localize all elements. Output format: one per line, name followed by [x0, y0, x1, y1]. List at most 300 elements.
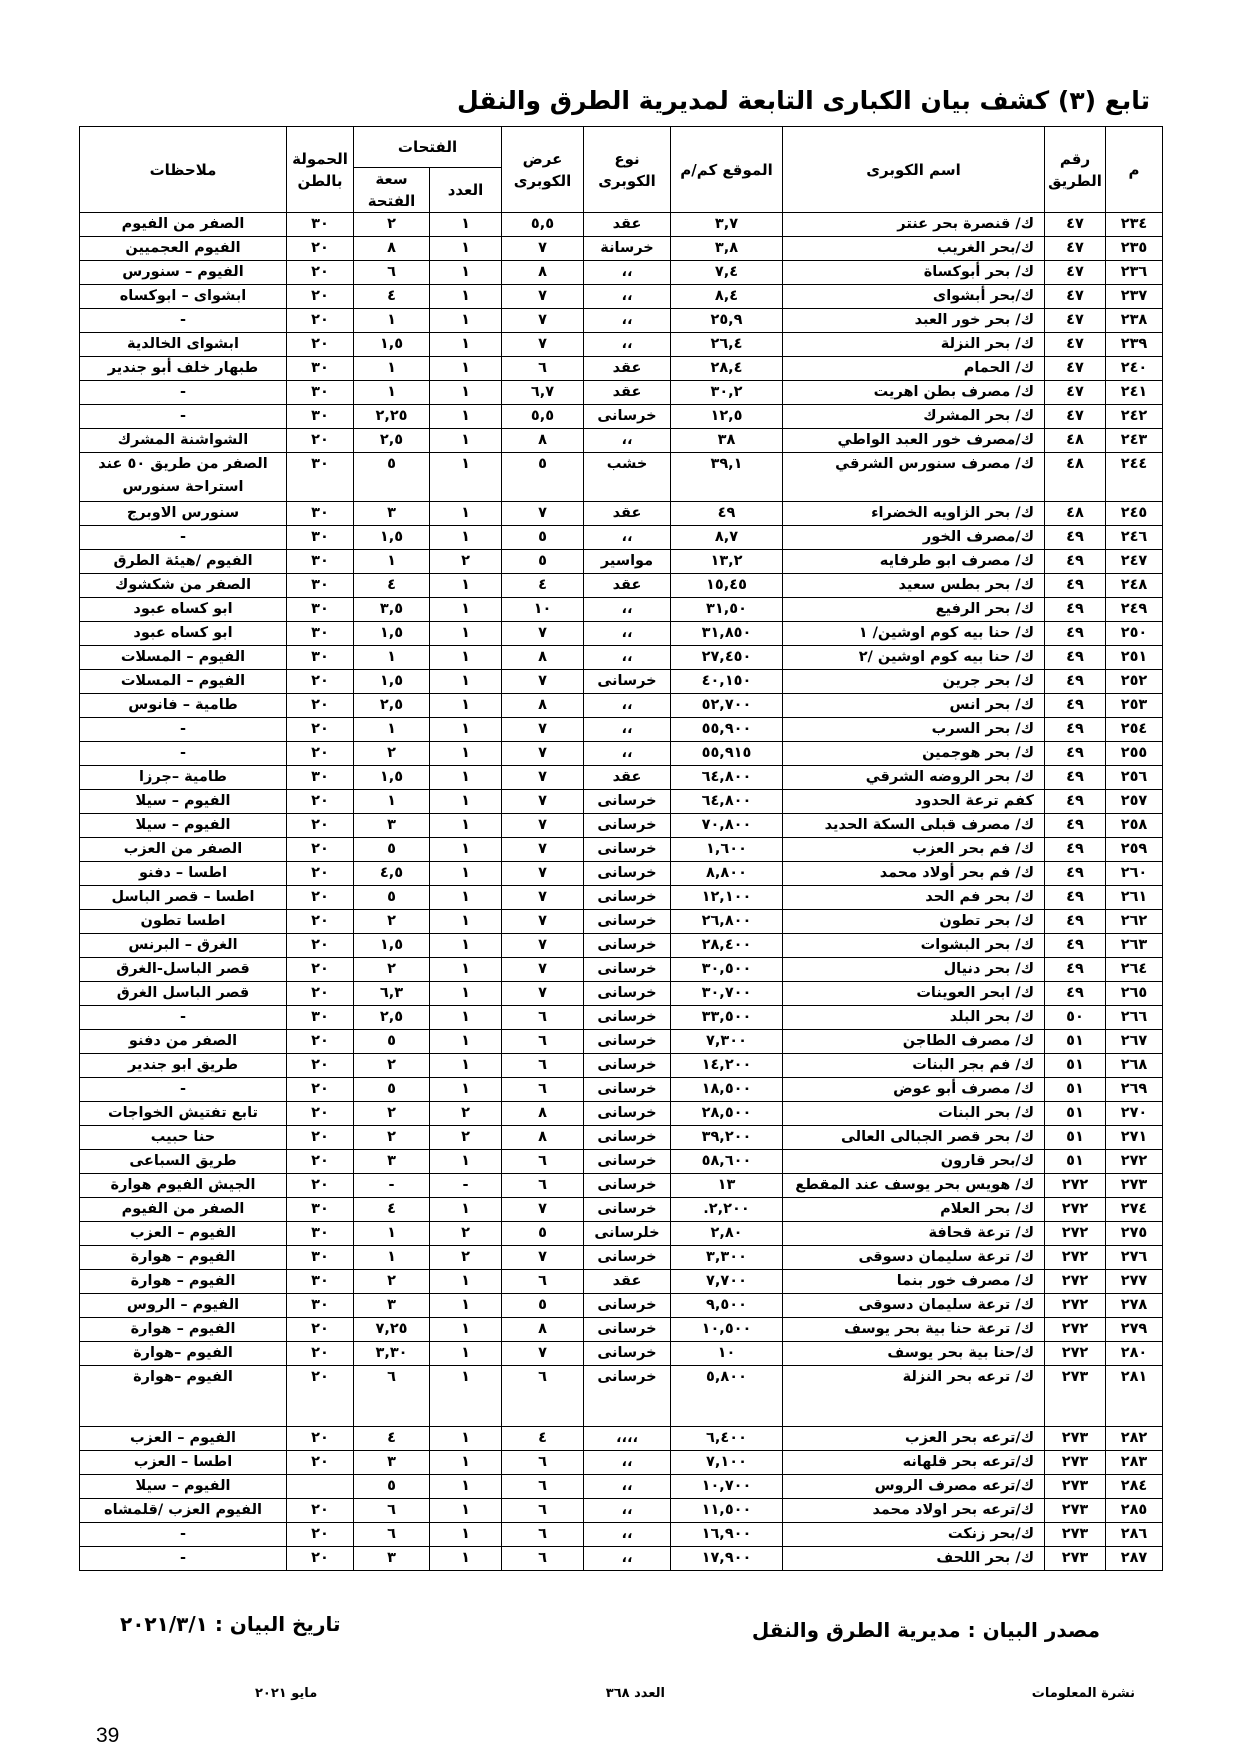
cell-openings-count: ١: [430, 237, 502, 261]
cell-row-number: ٢٥١: [1106, 646, 1163, 670]
cell-notes: طريق ابو جندير: [80, 1054, 287, 1078]
cell-road-number: ٤٩: [1045, 910, 1106, 934]
cell-road-number: ٤٧: [1045, 381, 1106, 405]
cell-load-tons: ٢٠: [287, 1547, 354, 1571]
cell-notes: الصفر من شكشوك: [80, 574, 287, 598]
cell-bridge-name: ك/ بحر الرفيع: [783, 598, 1045, 622]
cell-row-number: ٢٨١: [1106, 1366, 1163, 1427]
cell-notes: الفيوم – سنورس: [80, 261, 287, 285]
cell-location-km: ٣,٧: [671, 213, 783, 237]
cell-load-tons: ٢٠: [287, 1318, 354, 1342]
cell-road-number: ٥١: [1045, 1126, 1106, 1150]
header-bridge-type: نوع الكوبرى: [584, 127, 671, 213]
table-row: [80, 1246, 1163, 1270]
cell-road-number: ٤٩: [1045, 814, 1106, 838]
cell-bridge-name: ك/ بحر الروضه الشرقي: [783, 766, 1045, 790]
cell-opening-capacity: ٦: [354, 261, 430, 285]
cell-bridge-type: عقد: [584, 213, 671, 237]
cell-row-number: ٢٤٣: [1106, 429, 1163, 453]
cell-road-number: ٥١: [1045, 1054, 1106, 1078]
cell-notes: حنا حبيب: [80, 1126, 287, 1150]
cell-notes: اطسا – قصر الباسل: [80, 886, 287, 910]
cell-opening-capacity: ١,٥: [354, 670, 430, 694]
cell-openings-count: ١: [430, 381, 502, 405]
cell-opening-capacity: ٢: [354, 910, 430, 934]
cell-location-km: ١٦,٩٠٠: [671, 1523, 783, 1547]
table-row: [80, 1126, 1163, 1150]
cell-notes: الفيوم – هوارة: [80, 1318, 287, 1342]
table-row: [80, 429, 1163, 453]
cell-location-km: ١٠,٥٠٠: [671, 1318, 783, 1342]
cell-openings-count: ١: [430, 429, 502, 453]
cell-openings-count: ١: [430, 646, 502, 670]
cell-road-number: ٤٩: [1045, 790, 1106, 814]
cell-opening-capacity: ٦,٣: [354, 982, 430, 1006]
cell-notes: الفيوم – سيلا: [80, 814, 287, 838]
table-row: [80, 1342, 1163, 1366]
cell-openings-count: ٢: [430, 1126, 502, 1150]
cell-opening-capacity: ٣: [354, 502, 430, 526]
cell-opening-capacity: ٢: [354, 1054, 430, 1078]
cell-bridge-name: ك/ ترعة سليمان دسوقى: [783, 1294, 1045, 1318]
cell-bridge-name: ك/مصرف خور العبد الواطي: [783, 429, 1045, 453]
cell-road-number: ٤٩: [1045, 646, 1106, 670]
cell-load-tons: ٢٠: [287, 958, 354, 982]
cell-location-km: ٦٤,٨٠٠: [671, 766, 783, 790]
table-row: [80, 1427, 1163, 1451]
cell-bridge-type: خرسانى: [584, 405, 671, 429]
table-row: [80, 1451, 1163, 1475]
cell-bridge-name: ك/ حنا بيه كوم اوشين/ ١: [783, 622, 1045, 646]
cell-notes: الصفر من العزب: [80, 838, 287, 862]
cell-bridge-width: ٥: [502, 526, 584, 550]
cell-road-number: ٢٧٢: [1045, 1342, 1106, 1366]
cell-openings-count: ١: [430, 574, 502, 598]
cell-openings-count: ١: [430, 670, 502, 694]
cell-bridge-name: ك/ هويس بحر يوسف عند المقطع: [783, 1174, 1045, 1198]
cell-bridge-width: ٦: [502, 1078, 584, 1102]
cell-bridge-type: ،،: [584, 1547, 671, 1571]
cell-road-number: ٤٩: [1045, 718, 1106, 742]
cell-load-tons: ٢٠: [287, 838, 354, 862]
cell-notes: طامية –جرزا: [80, 766, 287, 790]
cell-bridge-width: ٧: [502, 934, 584, 958]
cell-load-tons: ٢٠: [287, 1150, 354, 1174]
cell-opening-capacity: ١: [354, 550, 430, 574]
cell-bridge-width: ٤: [502, 574, 584, 598]
cell-road-number: ٢٧٣: [1045, 1475, 1106, 1499]
table-row: [80, 742, 1163, 766]
cell-bridge-name: ك/بحر زنكت: [783, 1523, 1045, 1547]
cell-bridge-width: ٦: [502, 1523, 584, 1547]
cell-openings-count: ١: [430, 1006, 502, 1030]
cell-notes: -: [80, 381, 287, 405]
cell-road-number: ٤٩: [1045, 670, 1106, 694]
cell-row-number: ٢٤٥: [1106, 502, 1163, 526]
cell-bridge-name: ك/ بحر أبوكساة: [783, 261, 1045, 285]
cell-location-km: ٨,٤: [671, 285, 783, 309]
cell-bridge-type: ،،: [584, 1523, 671, 1547]
cell-bridge-name: ك/ بحر البلد: [783, 1006, 1045, 1030]
cell-row-number: ٢٨٤: [1106, 1475, 1163, 1499]
cell-row-number: ٢٦٨: [1106, 1054, 1163, 1078]
cell-notes: الجيش الفيوم هوارة: [80, 1174, 287, 1198]
cell-road-number: ٤٧: [1045, 261, 1106, 285]
cell-road-number: ٤٩: [1045, 862, 1106, 886]
cell-opening-capacity: ١,٥: [354, 526, 430, 550]
cell-openings-count: ١: [430, 1499, 502, 1523]
cell-road-number: ٤٩: [1045, 838, 1106, 862]
cell-load-tons: ٢٠: [287, 982, 354, 1006]
cell-road-number: ٢٧٢: [1045, 1270, 1106, 1294]
cell-notes: الفيوم العجميين: [80, 237, 287, 261]
cell-road-number: ٤٩: [1045, 550, 1106, 574]
cell-row-number: ٢٦٧: [1106, 1030, 1163, 1054]
cell-road-number: ٢٧٢: [1045, 1222, 1106, 1246]
cell-road-number: ٥١: [1045, 1078, 1106, 1102]
cell-location-km: ١,٦٠٠: [671, 838, 783, 862]
cell-location-km: ١٨,٥٠٠: [671, 1078, 783, 1102]
cell-bridge-type: خرسانى: [584, 1030, 671, 1054]
cell-row-number: ٢٧٤: [1106, 1198, 1163, 1222]
cell-load-tons: ٢٠: [287, 910, 354, 934]
cell-load-tons: ٣٠: [287, 574, 354, 598]
cell-opening-capacity: ٢: [354, 1270, 430, 1294]
cell-row-number: ٢٥٣: [1106, 694, 1163, 718]
cell-bridge-type: ،،: [584, 285, 671, 309]
cell-bridge-width: ٥: [502, 1222, 584, 1246]
cell-bridge-width: ٦: [502, 1547, 584, 1571]
cell-bridge-type: خرسانى: [584, 1342, 671, 1366]
cell-bridge-name: ك/ترعه مصرف الروس: [783, 1475, 1045, 1499]
cell-row-number: ٢٤٠: [1106, 357, 1163, 381]
cell-bridge-name: ك/ بحر دنيال: [783, 958, 1045, 982]
cell-openings-count: ١: [430, 838, 502, 862]
cell-row-number: ٢٦٣: [1106, 934, 1163, 958]
cell-bridge-type: خلرسانى: [584, 1222, 671, 1246]
cell-load-tons: ٣٠: [287, 357, 354, 381]
cell-road-number: ٤٩: [1045, 934, 1106, 958]
cell-bridge-name: كفم ترعة الحدود: [783, 790, 1045, 814]
cell-opening-capacity: ١: [354, 718, 430, 742]
cell-row-number: ٢٤١: [1106, 381, 1163, 405]
cell-load-tons: ٣٠: [287, 598, 354, 622]
cell-openings-count: ١: [430, 1270, 502, 1294]
table-row: [80, 453, 1163, 502]
cell-bridge-name: ك/ بحر النزلة: [783, 333, 1045, 357]
cell-opening-capacity: ١,٥: [354, 622, 430, 646]
cell-bridge-width: ٧: [502, 502, 584, 526]
cell-opening-capacity: ٧,٢٥: [354, 1318, 430, 1342]
bulletin-name: نشرة المعلومات: [1031, 1686, 1135, 1701]
cell-road-number: ٢٧٣: [1045, 1451, 1106, 1475]
cell-road-number: ٤٨: [1045, 502, 1106, 526]
cell-row-number: ٢٥٠: [1106, 622, 1163, 646]
cell-notes: الفيوم – سيلا: [80, 1475, 287, 1499]
table-row: [80, 526, 1163, 550]
cell-opening-capacity: ٢,٥: [354, 1006, 430, 1030]
table-row: [80, 333, 1163, 357]
cell-location-km: ١٠: [671, 1342, 783, 1366]
cell-bridge-width: ٦,٧: [502, 381, 584, 405]
cell-opening-capacity: ١,٥: [354, 333, 430, 357]
table-row: [80, 1198, 1163, 1222]
table-row: [80, 1270, 1163, 1294]
cell-opening-capacity: ٤: [354, 1198, 430, 1222]
cell-opening-capacity: ٤: [354, 574, 430, 598]
cell-bridge-type: عقد: [584, 502, 671, 526]
cell-location-km: ٣٣,٥٠٠: [671, 1006, 783, 1030]
cell-bridge-type: ،،: [584, 261, 671, 285]
cell-opening-capacity: ٦: [354, 1366, 430, 1427]
cell-notes: -: [80, 742, 287, 766]
cell-location-km: ٣١,٨٥٠: [671, 622, 783, 646]
cell-openings-count: ١: [430, 910, 502, 934]
cell-openings-count: ١: [430, 982, 502, 1006]
cell-bridge-type: خرسانى: [584, 862, 671, 886]
cell-location-km: ٧,١٠٠: [671, 1451, 783, 1475]
cell-row-number: ٢٦٤: [1106, 958, 1163, 982]
cell-load-tons: ٢٠: [287, 1342, 354, 1366]
cell-location-km: ٣١,٥٠: [671, 598, 783, 622]
cell-location-km: ٧,٣٠٠: [671, 1030, 783, 1054]
issue-month: مايو ٢٠٢١: [255, 1686, 318, 1701]
cell-row-number: ٢٤٢: [1106, 405, 1163, 429]
cell-openings-count: ١: [430, 1318, 502, 1342]
cell-notes: الشواشنة المشرك: [80, 429, 287, 453]
cell-row-number: ٢٥٩: [1106, 838, 1163, 862]
cell-location-km: ٥٥,٩١٥: [671, 742, 783, 766]
cell-load-tons: ٢٠: [287, 1102, 354, 1126]
cell-bridge-type: خرسانى: [584, 1150, 671, 1174]
cell-row-number: ٢٦٩: [1106, 1078, 1163, 1102]
cell-location-km: ٣,٨: [671, 237, 783, 261]
cell-notes: الفيوم /هيئة الطرق: [80, 550, 287, 574]
table-row: [80, 1054, 1163, 1078]
cell-road-number: ٤٩: [1045, 622, 1106, 646]
cell-load-tons: ٣٠: [287, 381, 354, 405]
cell-bridge-type: خرسانى: [584, 1126, 671, 1150]
cell-bridge-width: ٨: [502, 1102, 584, 1126]
cell-openings-count: ١: [430, 333, 502, 357]
cell-opening-capacity: ٣,٣٠: [354, 1342, 430, 1366]
cell-row-number: ٢٣٥: [1106, 237, 1163, 261]
cell-location-km: ٢٧,٤٥٠: [671, 646, 783, 670]
cell-location-km: ٢,٢٠٠.: [671, 1198, 783, 1222]
cell-bridge-width: ٧: [502, 958, 584, 982]
bridges-table-wrapper: [79, 126, 1162, 1571]
cell-bridge-width: ٦: [502, 1054, 584, 1078]
cell-road-number: ٤٩: [1045, 886, 1106, 910]
cell-bridge-type: خرسانى: [584, 1318, 671, 1342]
cell-bridge-width: ٧: [502, 1198, 584, 1222]
cell-road-number: ٤٨: [1045, 453, 1106, 502]
cell-road-number: ٢٧٣: [1045, 1499, 1106, 1523]
table-row: [80, 285, 1163, 309]
cell-bridge-type: خرسانى: [584, 670, 671, 694]
cell-road-number: ٢٧٢: [1045, 1246, 1106, 1270]
cell-road-number: ٥١: [1045, 1102, 1106, 1126]
cell-openings-count: ١: [430, 1150, 502, 1174]
cell-bridge-width: ٦: [502, 1270, 584, 1294]
cell-bridge-width: ٧: [502, 718, 584, 742]
cell-road-number: ٤٧: [1045, 213, 1106, 237]
cell-openings-count: ١: [430, 934, 502, 958]
cell-notes: الفيوم – هوارة: [80, 1246, 287, 1270]
page-title: تابع (٣) كشف بيان الكبارى التابعة لمديرية الطرق والنقل: [457, 86, 1150, 115]
cell-openings-count: ١: [430, 790, 502, 814]
cell-bridge-width: ٦: [502, 1030, 584, 1054]
table-body: [80, 213, 1163, 1571]
cell-bridge-width: ٧: [502, 309, 584, 333]
cell-location-km: ١٢,١٠٠: [671, 886, 783, 910]
cell-bridge-width: ٨: [502, 261, 584, 285]
cell-openings-count: ١: [430, 213, 502, 237]
cell-row-number: ٢٥٤: [1106, 718, 1163, 742]
cell-notes: الغرق – البرنس: [80, 934, 287, 958]
cell-location-km: ٣٠,٧٠٠: [671, 982, 783, 1006]
cell-openings-count: ٢: [430, 1102, 502, 1126]
cell-bridge-name: ك/ قنصرة بحر عنتر: [783, 213, 1045, 237]
cell-opening-capacity: ٢,٢٥: [354, 405, 430, 429]
cell-notes: قصر الباسل الغرق: [80, 982, 287, 1006]
cell-openings-count: ١: [430, 766, 502, 790]
cell-load-tons: ٢٠: [287, 333, 354, 357]
cell-load-tons: ٢٠: [287, 1174, 354, 1198]
cell-bridge-name: ك/ترعه بحر قلهانه: [783, 1451, 1045, 1475]
cell-opening-capacity: ١: [354, 309, 430, 333]
date-note: تاريخ البيان : ٢٠٢١/٣/١: [120, 1612, 341, 1636]
cell-openings-count: ٢: [430, 1222, 502, 1246]
cell-opening-capacity: ٥: [354, 886, 430, 910]
cell-bridge-type: خرسانى: [584, 1054, 671, 1078]
cell-notes: طريق السباعى: [80, 1150, 287, 1174]
cell-load-tons: ٢٠: [287, 742, 354, 766]
cell-bridge-width: ٤: [502, 1427, 584, 1451]
cell-bridge-type: ،،: [584, 742, 671, 766]
table-row: [80, 670, 1163, 694]
cell-road-number: ٤٩: [1045, 958, 1106, 982]
cell-load-tons: ٢٠: [287, 285, 354, 309]
cell-location-km: ٣٩,١: [671, 453, 783, 502]
header-m: م: [1106, 127, 1163, 213]
cell-bridge-name: ك/ بحر هوجمين: [783, 742, 1045, 766]
table-row: [80, 694, 1163, 718]
cell-bridge-type: خشب: [584, 453, 671, 502]
cell-row-number: ٢٣٤: [1106, 213, 1163, 237]
cell-location-km: ٢٦,٤: [671, 333, 783, 357]
cell-bridge-type: ،،: [584, 1499, 671, 1523]
cell-bridge-width: ٧: [502, 285, 584, 309]
table-row: [80, 1006, 1163, 1030]
cell-location-km: ١١,٥٠٠: [671, 1499, 783, 1523]
cell-notes: تابع تفتيش الخواجات: [80, 1102, 287, 1126]
cell-load-tons: ٢٠: [287, 694, 354, 718]
cell-load-tons: ٢٠: [287, 1078, 354, 1102]
cell-bridge-type: خرسانى: [584, 910, 671, 934]
cell-bridge-width: ٧: [502, 814, 584, 838]
table-row: [80, 1318, 1163, 1342]
table-row: [80, 886, 1163, 910]
cell-load-tons: ٢٠: [287, 1030, 354, 1054]
cell-load-tons: ٢٠: [287, 670, 354, 694]
table-row: [80, 718, 1163, 742]
cell-location-km: ٣,٣٠٠: [671, 1246, 783, 1270]
cell-row-number: ٢٨٣: [1106, 1451, 1163, 1475]
cell-openings-count: ١: [430, 814, 502, 838]
bridges-table: [79, 126, 1163, 1571]
cell-openings-count: ١: [430, 261, 502, 285]
cell-location-km: ٢٨,٤٠٠: [671, 934, 783, 958]
cell-notes: -: [80, 718, 287, 742]
cell-row-number: ٢٥٧: [1106, 790, 1163, 814]
cell-openings-count: ١: [430, 1451, 502, 1475]
table-row: [80, 766, 1163, 790]
cell-bridge-width: ٧: [502, 766, 584, 790]
cell-road-number: ٤٩: [1045, 694, 1106, 718]
cell-notes: -: [80, 1078, 287, 1102]
cell-row-number: ٢٨٧: [1106, 1547, 1163, 1571]
cell-notes: -: [80, 1006, 287, 1030]
cell-openings-count: ١: [430, 718, 502, 742]
cell-road-number: ٤٧: [1045, 309, 1106, 333]
cell-notes: الصفر من الفيوم: [80, 1198, 287, 1222]
cell-load-tons: ٣٠: [287, 1006, 354, 1030]
cell-load-tons: ٢٠: [287, 1451, 354, 1475]
cell-notes: ابشواى – ابوكساه: [80, 285, 287, 309]
cell-row-number: ٢٤٩: [1106, 598, 1163, 622]
cell-road-number: ٢٧٢: [1045, 1174, 1106, 1198]
cell-bridge-name: ك/ترعه بحر اولاد محمد: [783, 1499, 1045, 1523]
table-row: [80, 982, 1163, 1006]
cell-notes: اطسا – دفنو: [80, 862, 287, 886]
cell-location-km: ٢٨,٤: [671, 357, 783, 381]
cell-row-number: ٢٥٢: [1106, 670, 1163, 694]
cell-openings-count: ١: [430, 1294, 502, 1318]
cell-road-number: ٥١: [1045, 1150, 1106, 1174]
cell-load-tons: ٢٠: [287, 1523, 354, 1547]
cell-bridge-name: ك/ بحر اللحف: [783, 1547, 1045, 1571]
cell-notes: الصفر من الفيوم: [80, 213, 287, 237]
cell-opening-capacity: ٣: [354, 1451, 430, 1475]
cell-bridge-name: ك/ حنا بيه كوم اوشين /٢: [783, 646, 1045, 670]
cell-bridge-name: ك/ بحر البشوات: [783, 934, 1045, 958]
table-row: [80, 213, 1163, 237]
cell-openings-count: ١: [430, 502, 502, 526]
cell-bridge-width: ٦: [502, 1174, 584, 1198]
cell-bridge-type: ،،،،: [584, 1427, 671, 1451]
cell-load-tons: ٣٠: [287, 213, 354, 237]
cell-row-number: ٢٣٧: [1106, 285, 1163, 309]
cell-row-number: ٢٤٧: [1106, 550, 1163, 574]
cell-bridge-name: ك/ بحر بطس سعيد: [783, 574, 1045, 598]
cell-opening-capacity: ٥: [354, 1475, 430, 1499]
cell-location-km: ٥٥,٩٠٠: [671, 718, 783, 742]
header-location: الموقع كم/م: [671, 127, 783, 213]
table-row: [80, 1475, 1163, 1499]
cell-notes: الفيوم – المسلات: [80, 670, 287, 694]
cell-row-number: ٢٧٧: [1106, 1270, 1163, 1294]
table-row: [80, 598, 1163, 622]
cell-load-tons: ٣٠: [287, 550, 354, 574]
cell-row-number: ٢٧٢: [1106, 1150, 1163, 1174]
cell-notes: الفيوم –هوارة: [80, 1342, 287, 1366]
cell-openings-count: ١: [430, 958, 502, 982]
cell-load-tons: ٣٠: [287, 622, 354, 646]
cell-road-number: ٤٧: [1045, 237, 1106, 261]
cell-notes: اطسا تطون: [80, 910, 287, 934]
cell-bridge-name: ك/ترعه بحر العزب: [783, 1427, 1045, 1451]
